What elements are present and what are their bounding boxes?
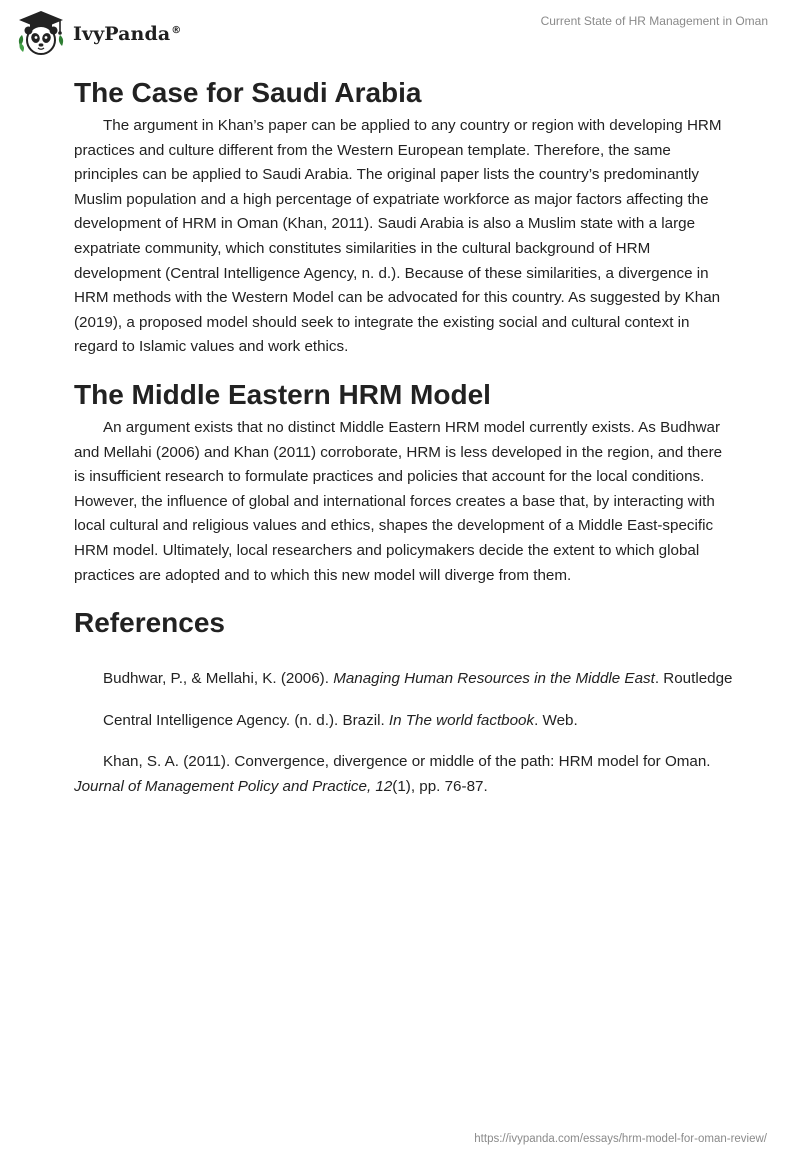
reference-text: Budhwar, P., & Mellahi, K. (2006). bbox=[103, 670, 334, 688]
reference-text: . Routledge bbox=[654, 670, 733, 688]
brand-label: IvyPanda bbox=[73, 23, 171, 45]
reference-title: In The world factbook bbox=[388, 711, 535, 729]
section-paragraph: An argument exists that no distinct Middle Eastern HRM model currently exists. As Budhwar and Mellahi (2006) and Khan (2011) corroborate, HRM is less developed in the region, and there is insufficient research to formulate practices and policies that account for the local conditions. However, the influence of global and international forces creates a base that, by interacting with local cultural and religious values and ethics, shapes the development of a Middle East-specific HRM model. Ultimately, local researchers and policymakers decide the extent to which global practices are adopted and to which this new model will diverge from them. bbox=[74, 418, 723, 584]
reference-item bbox=[74, 709, 734, 734]
source-url[interactable]: https://ivypanda.com/essays/hrm-model-for-oman-review/ bbox=[474, 1133, 767, 1145]
page-header bbox=[0, 0, 800, 70]
reference-text: . Web. bbox=[534, 711, 578, 729]
section-paragraph: The argument in Khan’s paper can be applied to any country or region with developing HRM practices and culture different from the Western European template. Therefore, the same principles can be applied to Saudi Arabia. The original paper lists the country’s predominantly Muslim population and a high percentage of expatriate workforce as major factors affecting the development of HRM in Oman (Khan, 2011). Saudi Arabia is also a Muslim state with a large expatriate community, which constitutes similarities in the cultural background of HRM development (Central Intelligence Agency, n. d.). Because of these similarities, a divergence in HRM methods with the Western Model can be advocated for this country. As suggested by Khan (2019), a proposed model should seek to integrate the existing social and cultural context in regard to Islamic values and work ethics. bbox=[74, 117, 722, 356]
section-saudi-arabia bbox=[74, 72, 734, 360]
essay-content bbox=[74, 70, 734, 799]
reference-text: Khan, S. A. (2011). Convergence, divergence or middle of the path: HRM model for Oman. bbox=[103, 753, 711, 771]
reference-item bbox=[74, 667, 734, 692]
section-middle-eastern-model bbox=[74, 374, 734, 588]
reference-text: Central Intelligence Agency. (n. d.). Brazil. bbox=[103, 711, 389, 729]
document-title: Current State of HR Management in Oman bbox=[540, 14, 768, 28]
reference-title: Managing Human Resources in the Middle East bbox=[333, 670, 655, 688]
panda-graduate-icon bbox=[16, 8, 66, 58]
ivypanda-logo[interactable] bbox=[16, 8, 181, 58]
references-heading: References bbox=[74, 607, 225, 639]
reference-text: (1), pp. 76-87. bbox=[392, 777, 488, 795]
section-heading: The Case for Saudi Arabia bbox=[74, 77, 422, 108]
registered-mark: ® bbox=[171, 24, 182, 36]
reference-item bbox=[74, 750, 734, 799]
brand-name bbox=[73, 23, 181, 45]
section-heading: The Middle Eastern HRM Model bbox=[74, 378, 491, 410]
references-section bbox=[74, 602, 734, 799]
reference-title: Journal of Management Policy and Practice, 12 bbox=[74, 777, 393, 795]
